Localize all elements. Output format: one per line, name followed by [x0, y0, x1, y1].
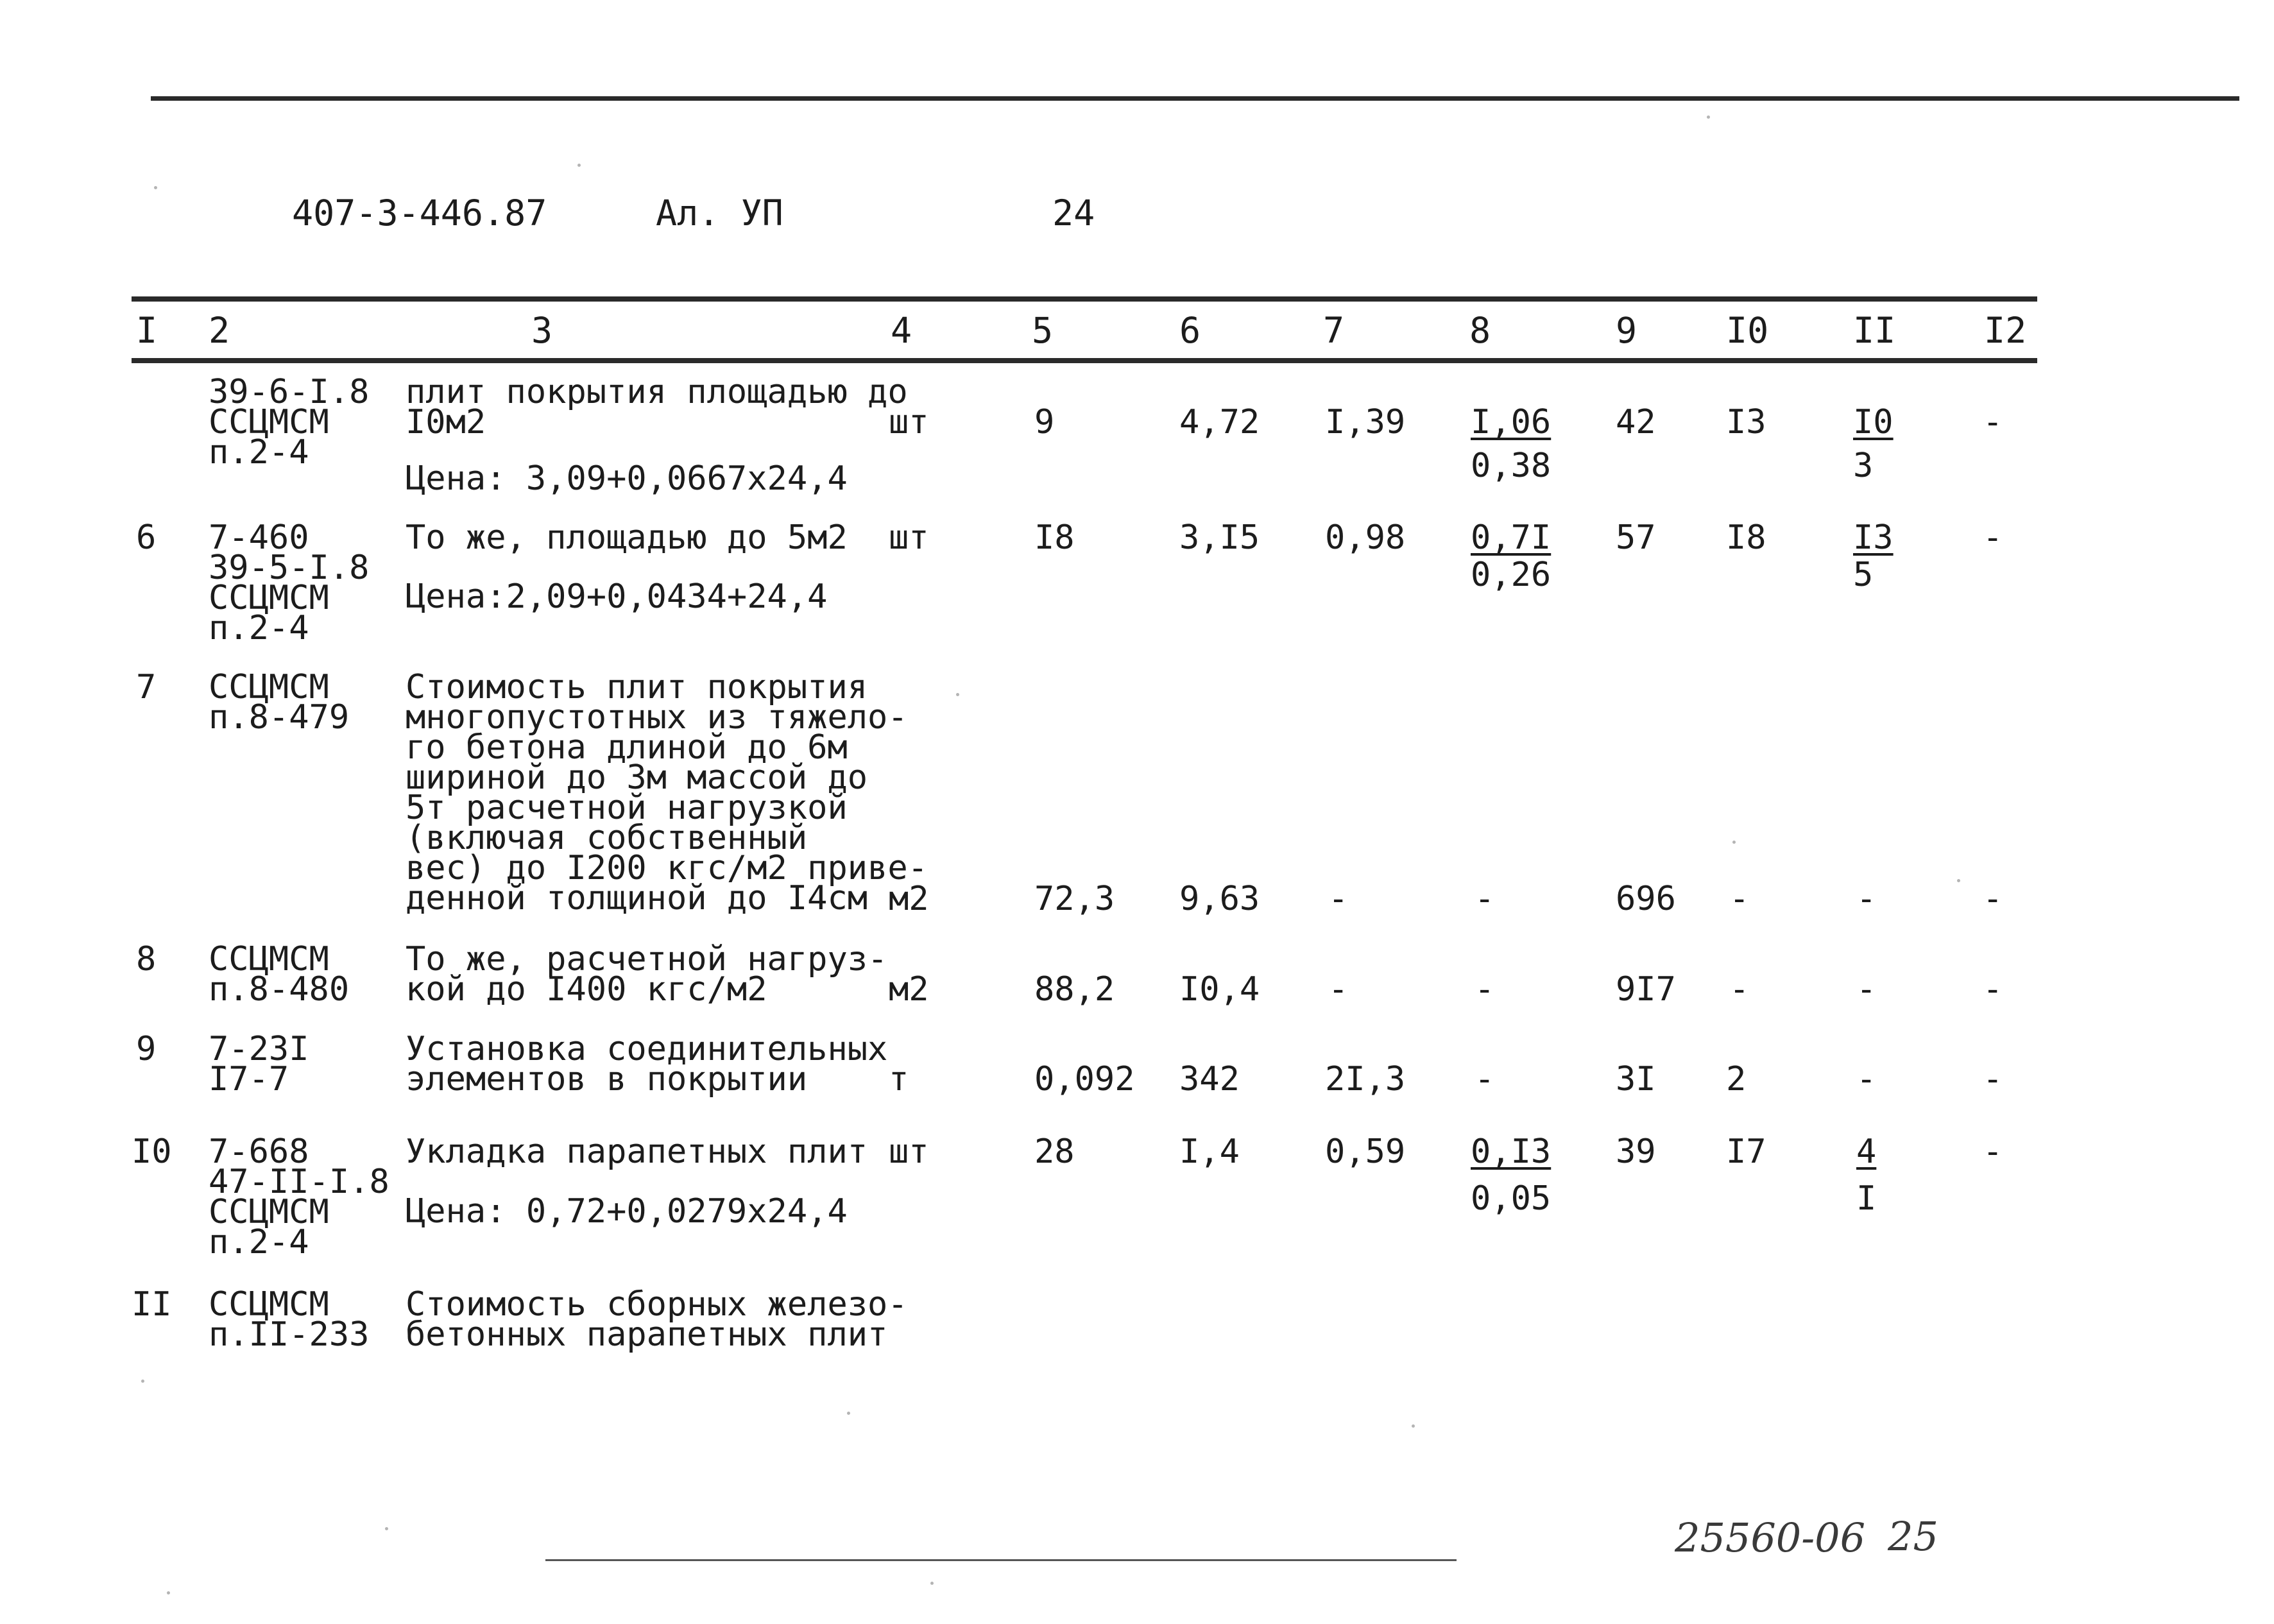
- row-code: 7-668 47-II-I.8 ССЦМСМ п.2-4: [209, 1133, 389, 1261]
- row-col7: I,39: [1325, 403, 1406, 441]
- row-col10: -: [1729, 970, 1750, 1009]
- row-col8-bottom: 0,26: [1471, 556, 1552, 594]
- column-header: I2: [1984, 310, 2027, 351]
- row-col11-top: -: [1856, 880, 1877, 918]
- row-col12: -: [1983, 518, 2003, 557]
- row-col10: I3: [1726, 403, 1766, 441]
- column-header: 2: [209, 310, 230, 351]
- page-number: 24: [1052, 192, 1095, 234]
- row-col6: 9,63: [1179, 880, 1260, 918]
- row-col12: -: [1983, 403, 2003, 441]
- row-code: 7-23I I7-7: [209, 1030, 309, 1098]
- row-description: То же, площадью до 5м2: [406, 518, 848, 557]
- row-code: 39-6-I.8 ССЦМСМ п.2-4: [209, 373, 370, 472]
- row-col12: -: [1983, 970, 2003, 1009]
- row-col9: 57: [1616, 518, 1656, 557]
- row-description: Стоимость плит покрытия многопустотных из тяжело- го бетона длиной до 6м шириной до 3м массой до 5т расчетной нагрузкой (включая собственный вес) до I200 кгс/м2 приве- денной толщиной до I4см: [406, 668, 928, 918]
- column-header: 7: [1323, 310, 1345, 351]
- row-description: плит покрытия площадью до I0м2: [406, 373, 908, 441]
- row-col8-top: 0,I3: [1471, 1133, 1552, 1171]
- row-description: То же, расчетной нагруз- кой до I400 кгс/м2: [406, 940, 888, 1009]
- row-unit: м2: [889, 880, 929, 918]
- column-header: 6: [1179, 310, 1201, 351]
- row-col6: I,4: [1179, 1133, 1240, 1171]
- row-col12: -: [1983, 1060, 2003, 1098]
- row-number: II: [132, 1285, 172, 1324]
- row-code: ССЦМСМ п.8-479: [209, 668, 350, 737]
- row-col8-top: -: [1475, 880, 1495, 918]
- row-col10: I8: [1726, 518, 1766, 557]
- row-col11-top: 4: [1856, 1133, 1877, 1171]
- row-col5: 88,2: [1034, 970, 1115, 1009]
- column-header: I0: [1726, 310, 1769, 351]
- row-col10: 2: [1726, 1060, 1747, 1098]
- row-col8-bottom: 0,05: [1471, 1179, 1552, 1218]
- row-col7: -: [1328, 970, 1349, 1009]
- row-col6: 3,I5: [1179, 518, 1260, 557]
- top-border-line: [151, 96, 2239, 101]
- row-col11-bottom: 3: [1853, 447, 1874, 485]
- row-col5: 9: [1034, 403, 1055, 441]
- document-code: 407-3-446.87: [292, 192, 547, 234]
- row-unit: шт: [889, 403, 929, 441]
- row-number: 7: [136, 668, 157, 706]
- row-col8-top: I,06: [1471, 403, 1552, 441]
- row-unit: м2: [889, 970, 929, 1009]
- column-header: I: [136, 310, 158, 351]
- table-top-line: [132, 296, 2037, 302]
- row-price-formula: Цена: 3,09+0,0667х24,4: [406, 459, 848, 498]
- row-col5: I8: [1034, 518, 1075, 557]
- column-header: 3: [531, 310, 553, 351]
- row-col12: -: [1983, 1133, 2003, 1171]
- row-col7: 2I,3: [1325, 1060, 1406, 1098]
- row-col11-bottom: I: [1856, 1179, 1877, 1218]
- column-header: 4: [891, 310, 912, 351]
- row-col9: 39: [1616, 1133, 1656, 1171]
- row-price-formula: Цена: 0,72+0,0279х24,4: [406, 1192, 848, 1231]
- row-price-formula: Цена:2,09+0,0434+24,4: [406, 577, 828, 616]
- row-col11-top: I3: [1853, 518, 1894, 557]
- table-header-underline: [132, 358, 2037, 363]
- row-description: Установка соединительных элементов в покрытии: [406, 1030, 888, 1098]
- row-col10: I7: [1726, 1133, 1766, 1171]
- row-col5: 0,092: [1034, 1060, 1135, 1098]
- row-description: Укладка парапетных плит: [406, 1133, 868, 1171]
- row-col6: I0,4: [1179, 970, 1260, 1009]
- column-header: 5: [1032, 310, 1054, 351]
- row-unit: шт: [889, 518, 929, 557]
- row-col7: -: [1328, 880, 1349, 918]
- row-col6: 342: [1179, 1060, 1240, 1098]
- row-code: ССЦМСМ п.8-480: [209, 940, 350, 1009]
- row-col8-bottom: 0,38: [1471, 447, 1552, 485]
- row-number: 9: [136, 1030, 157, 1068]
- row-number: I0: [132, 1133, 172, 1171]
- row-col11-top: -: [1856, 970, 1877, 1009]
- row-col9: 696: [1616, 880, 1676, 918]
- handwritten-inventory-number: 25560-06: [1675, 1514, 1866, 1561]
- row-col5: 72,3: [1034, 880, 1115, 918]
- column-header: 8: [1469, 310, 1491, 351]
- row-col8-top: 0,7I: [1471, 518, 1552, 557]
- row-unit: шт: [889, 1133, 929, 1171]
- row-code: 7-460 39-5-I.8 ССЦМСМ п.2-4: [209, 518, 370, 647]
- row-col11-top: I0: [1853, 403, 1894, 441]
- row-col9: 42: [1616, 403, 1656, 441]
- row-col7: 0,98: [1325, 518, 1406, 557]
- album-label: Ал. УП: [656, 192, 783, 234]
- row-col6: 4,72: [1179, 403, 1260, 441]
- row-col10: -: [1729, 880, 1750, 918]
- row-code: ССЦМСМ п.II-233: [209, 1285, 370, 1354]
- row-unit: т: [889, 1060, 909, 1098]
- row-col5: 28: [1034, 1133, 1075, 1171]
- row-col11-bottom: 5: [1853, 556, 1874, 594]
- bottom-line: [545, 1559, 1457, 1561]
- row-number: 6: [136, 518, 157, 557]
- row-col12: -: [1983, 880, 2003, 918]
- row-col8-top: -: [1475, 970, 1495, 1009]
- row-description: Стоимость сборных железо- бетонных парапетных плит: [406, 1285, 908, 1354]
- row-col9: 3I: [1616, 1060, 1656, 1098]
- row-col11-top: -: [1856, 1060, 1877, 1098]
- row-col8-top: -: [1475, 1060, 1495, 1098]
- handwritten-page-number: 25: [1888, 1513, 1938, 1560]
- column-header: II: [1853, 310, 1896, 351]
- row-col7: 0,59: [1325, 1133, 1406, 1171]
- row-number: 8: [136, 940, 157, 979]
- row-col9: 9I7: [1616, 970, 1676, 1009]
- column-header: 9: [1616, 310, 1637, 351]
